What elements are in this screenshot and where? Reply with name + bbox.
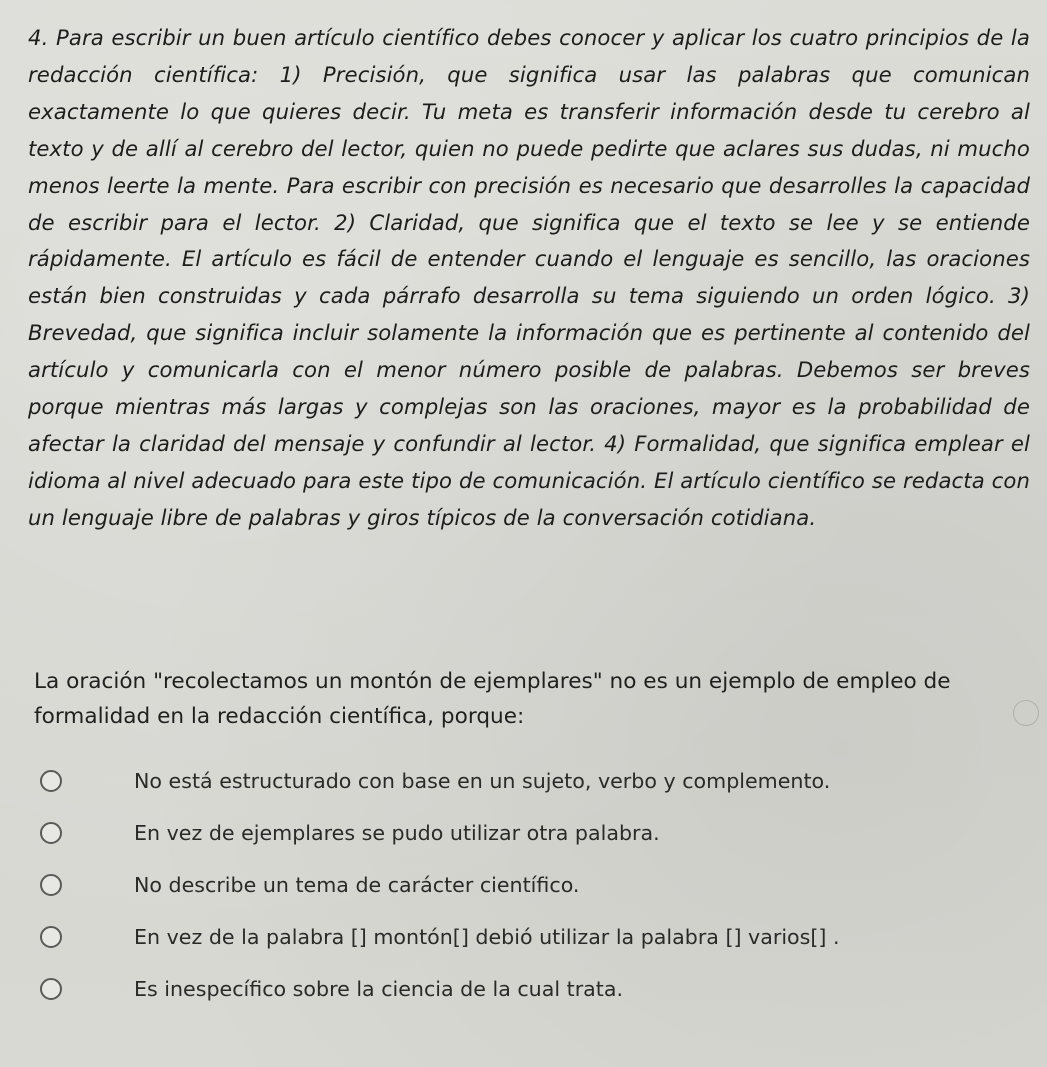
- option-label: No describe un tema de carácter científico.: [134, 873, 580, 897]
- option-label: En vez de la palabra [] montón[] debió utilizar la palabra [] varios[] .: [134, 925, 840, 949]
- radio-button[interactable]: [40, 822, 62, 844]
- question-prompt: La oración "recolectamos un montón de ejemplares" no es un ejemplo de empleo de formalidad en la redacción científica, porque:: [34, 669, 951, 729]
- radio-button[interactable]: [40, 926, 62, 948]
- radio-button[interactable]: [40, 770, 62, 792]
- radio-button[interactable]: [40, 978, 62, 1000]
- option-label: No está estructurado con base en un sujeto, verbo y complemento.: [134, 769, 831, 793]
- answer-options: [34, 755, 1014, 1015]
- answer-option-1[interactable]: [34, 755, 1014, 807]
- page-smudge: [1013, 700, 1039, 726]
- answer-option-3[interactable]: [34, 859, 1014, 911]
- radio-button[interactable]: [40, 874, 62, 896]
- question-paragraph: 4. Para escribir un buen artículo científico debes conocer y aplicar los cuatro principios de la redacción científica: 1) Precisión, que significa usar las palabras que comunican exactamente lo que quieres decir. Tu meta es transferir información desde tu cerebro al texto y de allí al cerebro del lector, quien no puede pedirte que aclares sus dudas, ni mucho menos leerte la mente. Para escribir con precisión es necesario que desarrolles la capacidad de escribir para el lector. 2) Claridad, que significa que el texto se lee y se entiende rápidamente. El artículo es fácil de entender cuando el lenguaje es sencillo, las oraciones están bien construidas y cada párrafo desarrolla su tema siguiendo un orden lógico. 3) Brevedad, que significa incluir solamente la información que es pertinente al contenido del artículo y comunicarla con el menor número posible de palabras. Debemos ser breves porque mientras más largas y complejas son las oraciones, mayor es la probabilidad de afectar la claridad del mensaje y confundir al lector. 4) Formalidad, que significa emplear el idioma al nivel adecuado para este tipo de comunicación. El artículo científico se redacta con un lenguaje libre de palabras y giros típicos de la conversación cotidiana.: [28, 25, 1030, 530]
- answer-option-5[interactable]: [34, 963, 1014, 1015]
- option-label: En vez de ejemplares se pudo utilizar otra palabra.: [134, 821, 660, 845]
- answer-option-2[interactable]: [34, 807, 1014, 859]
- option-label: Es inespecífico sobre la ciencia de la cual trata.: [134, 977, 624, 1001]
- answer-option-4[interactable]: [34, 911, 1014, 963]
